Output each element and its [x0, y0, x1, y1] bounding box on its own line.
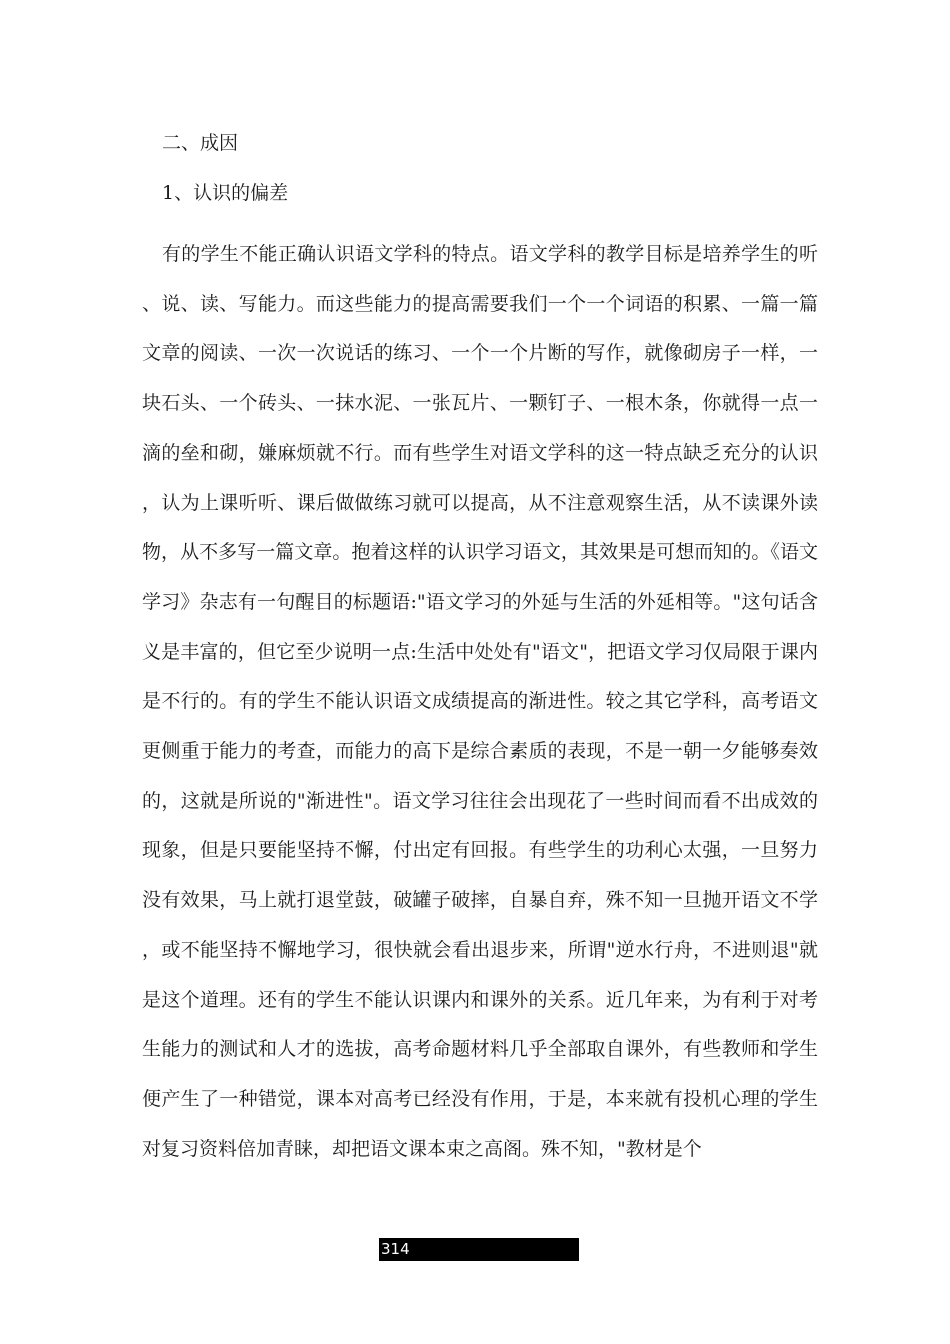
- page-number-footer: [379, 1238, 579, 1261]
- section-heading: 二、成因: [162, 132, 239, 154]
- page-number: 314: [381, 1240, 410, 1258]
- body-paragraph: 有的学生不能正确认识语文学科的特点。语文学科的教学目标是培养学生的听、说、读、写能力。而这些能力的提高需要我们一个一个词语的积累、一篇一篇文章的阅读、一次一次说话的练习、一个一个片断的写作，就像砌房子一样，一块石头、一个砖头、一抹水泥、一张瓦片、一颗钉子、一根木条，你就得一点一滴的垒和砌，嫌麻烦就不行。而有些学生对语文学科的这一特点缺乏充分的认识，认为上课听听、课后做做练习就可以提高，从不注意观察生活，从不读课外读物，从不多写一篇文章。抱着这样的认识学习语文，其效果是可想而知的。《语文学习》杂志有一句醒目的标题语:"语文学习的外延与生活的外延相等。"这句话含义是丰富的，但它至少说明一点:生活中处处有"语文"，把语文学习仅局限于课内是不行的。有的学生不能认识语文成绩提高的渐进性。较之其它学科，高考语文更侧重于能力的考查，而能力的高下是综合素质的表现，不是一朝一夕能够奏效的，这就是所说的"渐进性"。语文学习往往会出现花了一些时间而看不出成效的现象，但是只要能坚持不懈，付出定有回报。有些学生的功利心太强，一旦努力没有效果，马上就打退堂鼓，破罐子破摔，自暴自弃，殊不知一旦抛开语文不学，或不能坚持不懈地学习，很快就会看出退步来，所谓"逆水行舟，不进则退"就是这个道理。还有的学生不能认识课内和课外的关系。近几年来，为有利于对考生能力的测试和人才的选拔，高考命题材料几乎全部取自课外，有些教师和学生便产生了一种错觉，课本对高考已经没有作用，于是，本来就有投机心理的学生对复习资料倍加青睐，却把语文课本束之高阁。殊不知，"教材是个: [142, 243, 818, 1160]
- subsection-heading: 1、认识的偏差: [162, 182, 289, 204]
